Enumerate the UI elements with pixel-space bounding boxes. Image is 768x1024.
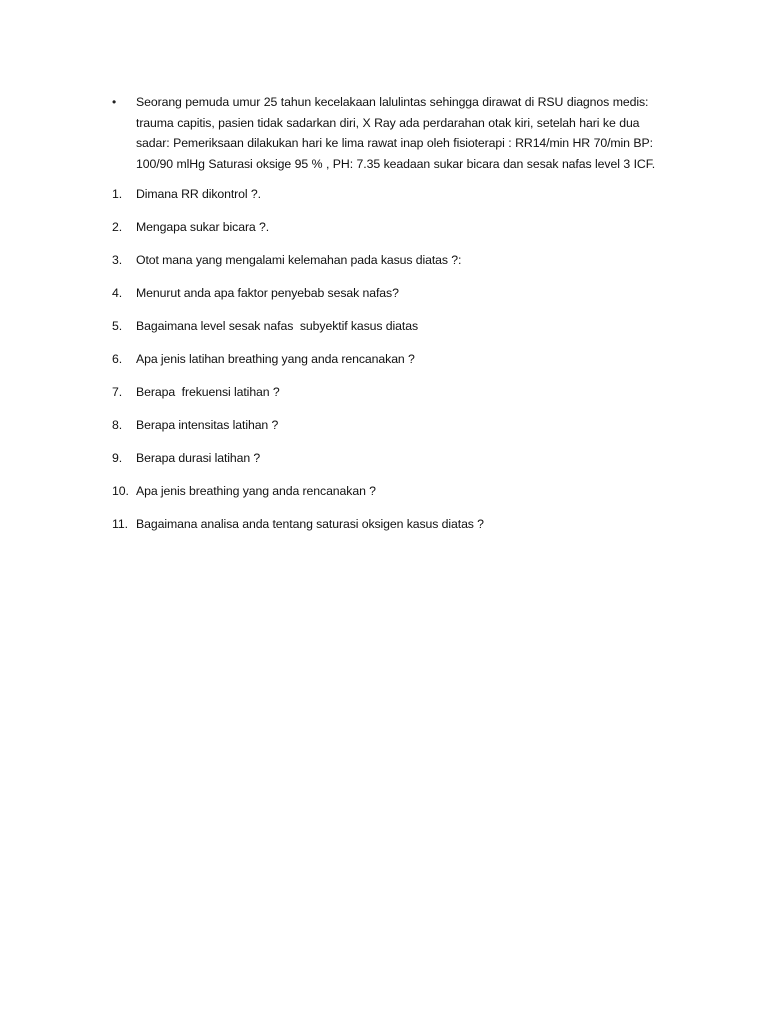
question-item-4: [112, 283, 672, 316]
question-number: 1.: [112, 187, 123, 201]
question-number: 10.: [112, 484, 129, 498]
question-list: [112, 184, 672, 547]
bullet-icon: •: [112, 95, 117, 109]
question-item-5: [112, 316, 672, 349]
question-item-3: [112, 250, 672, 283]
question-text: Berapa frekuensi latihan ?: [136, 385, 280, 399]
question-item-7: [112, 382, 672, 415]
question-item-1: [112, 184, 672, 217]
question-number: 5.: [112, 319, 123, 333]
question-text: Apa jenis latihan breathing yang anda rencanakan ?: [136, 352, 415, 366]
question-text: Apa jenis breathing yang anda rencanakan ?: [136, 484, 376, 498]
question-number: 3.: [112, 253, 123, 267]
question-text: Berapa durasi latihan ?: [136, 451, 261, 465]
question-text: Menurut anda apa faktor penyebab sesak nafas?: [136, 286, 399, 300]
question-number: 2.: [112, 220, 123, 234]
question-text: Dimana RR dikontrol ?.: [136, 187, 261, 201]
question-text: Berapa intensitas latihan ?: [136, 418, 279, 432]
question-item-9: [112, 448, 672, 481]
question-number: 8.: [112, 418, 123, 432]
question-item-2: [112, 217, 672, 250]
question-item-8: [112, 415, 672, 448]
question-item-11: [112, 514, 672, 547]
question-item-10: [112, 481, 672, 514]
case-description-text: Seorang pemuda umur 25 tahun kecelakaan lalulintas sehingga dirawat di RSU diagnos medis: trauma capitis, pasien tidak sadarkan diri, X Ray ada perdarahan otak kiri, setelah hari ke dua sadar: Pemeriksaan dilakukan hari ke lima rawat inap oleh fisioterapi : RR14/min HR 70/min BP: 100/90 mlHg Saturasi oksige 95 % , PH: 7.35 keadaan sukar bicara dan sesak nafas level 3 ICF.: [136, 95, 656, 171]
question-number: 9.: [112, 451, 123, 465]
question-number: 7.: [112, 385, 123, 399]
question-number: 4.: [112, 286, 123, 300]
question-number: 11.: [112, 517, 128, 531]
question-item-6: [112, 349, 672, 382]
question-text: Bagaimana analisa anda tentang saturasi oksigen kasus diatas ?: [136, 517, 484, 531]
case-description: [112, 92, 672, 174]
question-text: Mengapa sukar bicara ?.: [136, 220, 270, 234]
question-text: Otot mana yang mengalami kelemahan pada kasus diatas ?:: [136, 253, 462, 267]
question-text: Bagaimana level sesak nafas subyektif kasus diatas: [136, 319, 418, 333]
question-number: 6.: [112, 352, 123, 366]
